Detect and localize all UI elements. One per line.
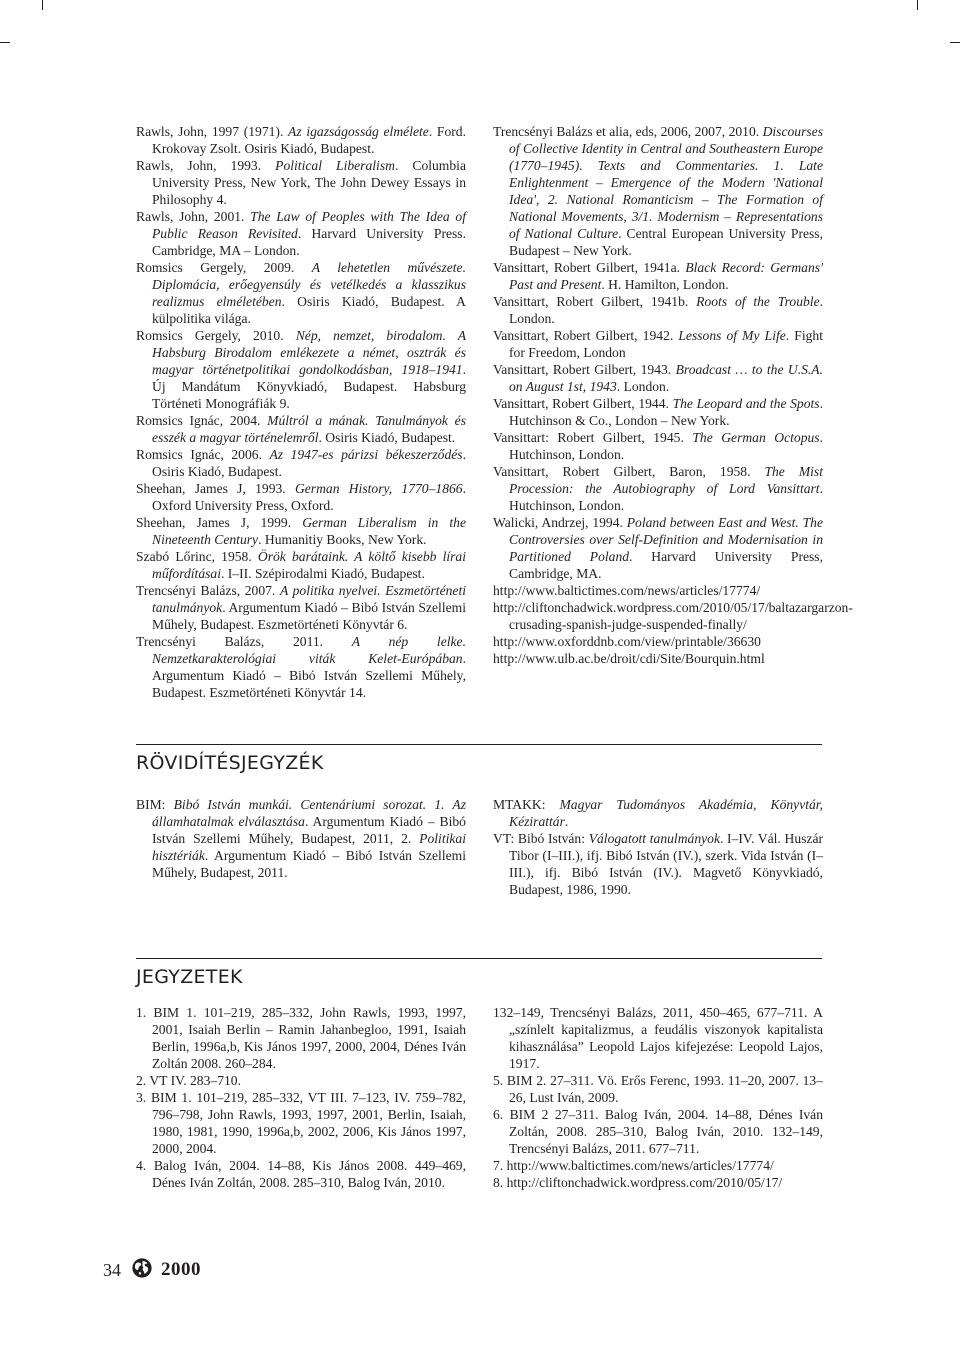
- entry-text: Trencsényi Balázs et alia, eds, 2006, 2007, 2010.: [493, 124, 763, 139]
- entry-title-text: Az igazságosság elmélete: [288, 124, 429, 139]
- entry-title-text: The German Octopus: [692, 430, 820, 445]
- note-entry: 7. http://www.baltictimes.com/news/articles/17774/: [493, 1158, 774, 1173]
- entry-title-text: German History, 1770–1866: [294, 481, 463, 496]
- entry-text: . Fight for Freedom, London: [509, 328, 823, 360]
- entry-title-text: Political Liberalism: [275, 158, 395, 173]
- abbreviations-left-column: [136, 796, 466, 881]
- page-footer: [103, 1256, 201, 1284]
- entry-text: Vansittart, Robert Gilbert, 1941a.: [493, 260, 686, 275]
- note-entry: 132–149, Trencsényi Balázs, 2011, 450–465, 677–711. A „színlelt kapitalizmus, a feudális viszonyok kapitalista kihasználása” Leopold Lajos kifejezése: Leopold Lajos, 1917.: [493, 1005, 823, 1071]
- entry-title-text: Poland between East and West. The Controversies over Self-Definition and Modernisation in Partitioned Poland: [509, 515, 823, 564]
- entry-title-text: The Mist Procession: the Autobiography of Lord Vansittart: [509, 464, 823, 496]
- url-link[interactable]: http://cliftonchadwick.wordpress.com/2010/05/17/baltazargarzon-crusading-spanish-judge-suspended-finally/: [493, 600, 853, 632]
- entry-text: Vansittart, Robert Gilbert, Baron, 1958.: [493, 464, 765, 479]
- reference-entry: [136, 514, 466, 548]
- reference-entry: [136, 123, 466, 157]
- entry-text: . London.: [509, 294, 824, 326]
- entry-text: Romsics Ignác, 2004.: [136, 413, 268, 428]
- entry-text: . Central European University Press, Budapest – New York.: [509, 226, 823, 258]
- reference-entry: [136, 480, 466, 514]
- entry-text: . I–IV. Vál. Huszár Tibor (I–III.), ifj. Bibó István (IV.), szerk. Vida István (I–III.), ifj. Bibó István (IV.). Magvető Könyvkiadó, Budapest, 1986, 1990.: [509, 831, 823, 897]
- reference-entry: [136, 446, 466, 480]
- magazine-title: 2000: [161, 1259, 201, 1280]
- entry-text: Vansittart, Robert Gilbert, 1944.: [493, 396, 673, 411]
- entry-title-text: Politikai hisztériák: [152, 831, 466, 863]
- entry-title-text: Múltról a mának. Tanulmányok és esszék a magyar történelemről: [152, 413, 466, 445]
- url-list: [493, 582, 853, 667]
- section-rule: [136, 744, 822, 745]
- entry-title-text: Magyar Tudományos Akadémia, Könyvtár, Kézirattár: [509, 797, 823, 829]
- reference-entry: [493, 293, 823, 327]
- reference-entry: [493, 514, 823, 582]
- reference-entry: [136, 582, 466, 633]
- entry-text: . Oxford University Press, Oxford.: [152, 481, 466, 513]
- entry-text: MTAKK:: [493, 797, 560, 812]
- reference-entry: [493, 327, 823, 361]
- entry-text: . Új Mandátum Könyvkiadó, Budapest. Habsburg Történeti Monográfiák 9.: [152, 362, 466, 411]
- reference-entry: [136, 633, 466, 701]
- entry-title-text: Black Record: Germans' Past and Present: [509, 260, 823, 292]
- note-entry: 4. Balog Iván, 2004. 14–88, Kis János 2008. 449–469, Dénes Iván Zoltán, 2008. 285–310, Balog Iván, 2010.: [136, 1158, 466, 1190]
- notes-right-column: [493, 1004, 823, 1191]
- entry-text: Romsics Ignác, 2006.: [136, 447, 270, 462]
- abbreviation-entry: [493, 830, 823, 898]
- url-link[interactable]: http://www.oxforddnb.com/view/printable/36630: [493, 634, 761, 649]
- entry-title-text: A lehetetlen művészete. Diplomácia, erőegyensúly és vetélkedés a klasszikus realizmus elméletében: [152, 260, 466, 309]
- entry-text: Trencsényi Balázs, 2007.: [136, 583, 280, 598]
- entry-title-text: Bibó István munkái. Centenáriumi sorozat. 1. Az államhatalmak elválasztása: [152, 797, 467, 829]
- note-entry: 6. BIM 2 27–311. Balog Iván, 2004. 14–88, Dénes Iván Zoltán, 2008. 285–310, Balog Iván, 2010. 132–149, Trencsényi Balázs, 2011. 677–711.: [493, 1107, 823, 1156]
- reference-entry: [493, 259, 823, 293]
- entry-text: Trencsényi Balázs, 2011.: [136, 634, 352, 649]
- entry-text: .: [564, 814, 569, 829]
- entry-text: . Argumentum Kiadó – Bibó István Szellemi Műhely, Budapest. Eszmetörténeti Könyvtár 6.: [152, 600, 466, 632]
- entry-text: Szabó Lőrinc, 1958.: [136, 549, 258, 564]
- entry-text: Rawls, John, 2001.: [136, 209, 251, 224]
- abbreviation-entry: [136, 796, 466, 881]
- entry-title-text: Discourses of Collective Identity in Central and Southeastern Europe (1770–1945). Texts and Commentaries. 1. Late Enlightenment – Emergence of the Modern 'National Idea', 2. National Romanticism – The Formation of National Movements, 3/1. Modernism – Representations of National Culture: [509, 124, 823, 241]
- entry-text: Vansittart, Robert Gilbert, 1941b.: [493, 294, 697, 309]
- entry-text: . Ford. Krokovay Zsolt. Osiris Kiadó, Budapest.: [152, 124, 466, 156]
- reference-entry: [136, 157, 466, 208]
- reference-entry: [493, 395, 823, 429]
- entry-text: . Hutchinson, London.: [509, 430, 823, 462]
- entry-text: Vansittart, Robert Gilbert, 1942.: [493, 328, 679, 343]
- entry-title-text: A politika nyelvei. Eszmetörténeti tanulmányok: [152, 583, 466, 615]
- entry-text: BIM:: [136, 797, 174, 812]
- page-number: 34: [103, 1259, 121, 1280]
- entry-text: Rawls, John, 1997 (1971).: [136, 124, 289, 139]
- reference-entry: [136, 327, 466, 412]
- entry-text: Sheehan, James J, 1993.: [136, 481, 295, 496]
- entry-text: . Osiris Kiadó, Budapest.: [318, 430, 456, 445]
- notes-heading: JEGYZETEK: [136, 966, 243, 988]
- entry-text: Romsics Gergely, 2010.: [136, 328, 296, 343]
- globe-icon: [131, 1257, 161, 1284]
- note-entry: 3. BIM 1. 101–219, 285–332, VT III. 7–123, IV. 759–782, 796–798, John Rawls, 1993, 1997, 2001, Berlin, Isaiah, 1980, 1981, 1990, 1996a,b, 2002, 2006, Kis János 1997, 2000, 2004.: [136, 1090, 466, 1156]
- entry-text: Romsics Gergely, 2009.: [136, 260, 312, 275]
- entry-text: . Harvard University Press, Cambridge, MA.: [509, 549, 823, 581]
- note-entry: 2. VT IV. 283–710.: [136, 1073, 241, 1088]
- entry-title-text: The Law of Peoples with The Idea of Public Reason Revisited: [152, 209, 467, 241]
- entry-title-text: A nép lelke. Nemzetkarakterológiai viták Kelet-Európában: [152, 634, 466, 666]
- abbreviations-right-column: [493, 796, 823, 898]
- note-entry: 5. BIM 2. 27–311. Vö. Erős Ferenc, 1993. 11–20, 2007. 13–26, Lust Iván, 2009.: [493, 1073, 823, 1105]
- entry-text: . I–II. Szépirodalmi Kiadó, Budapest.: [220, 566, 425, 581]
- references-right-list: [493, 123, 823, 582]
- reference-entry: [136, 548, 466, 582]
- section-rule: [136, 958, 822, 959]
- reference-entry: [493, 123, 823, 259]
- references-left-column: [136, 123, 466, 701]
- reference-entry: [136, 208, 466, 259]
- entry-title-text: Roots of the Trouble: [696, 294, 820, 309]
- entry-title-text: Válogatott tanulmányok: [588, 831, 720, 846]
- reference-entry: [136, 259, 466, 327]
- references-right-column: [493, 123, 853, 667]
- entry-text: Sheehan, James J, 1999.: [136, 515, 303, 530]
- entry-text: . Hutchinson & Co., London – New York.: [509, 396, 823, 428]
- entry-text: Walicki, Andrzej, 1994.: [493, 515, 627, 530]
- entry-text: Vansittart, Robert Gilbert, 1943.: [493, 362, 676, 377]
- reference-entry: [136, 412, 466, 446]
- reference-entry: [493, 463, 823, 514]
- crop-mark: [917, 0, 918, 10]
- entry-title-text: Az 1947-es párizsi békeszerződés: [269, 447, 463, 462]
- entry-text: . Osiris Kiadó, Budapest. A külpolitika világa.: [152, 294, 466, 326]
- entry-title-text: German Liberalism in the Nineteenth Century: [152, 515, 467, 547]
- entry-text: . H. Hamilton, London.: [601, 277, 729, 292]
- entry-text: . Osiris Kiadó, Budapest.: [152, 447, 466, 479]
- entry-title-text: The Leopard and the Spots: [672, 396, 820, 411]
- reference-entry: [493, 361, 823, 395]
- crop-mark: [0, 42, 10, 43]
- url-link[interactable]: http://www.ulb.ac.be/droit/cdi/Site/Bourquin.html: [493, 651, 765, 666]
- entry-text: . Argumentum Kiadó – Bibó István Szellemi Műhely, Budapest. Eszmetörténeti Könyvtár 14.: [152, 651, 466, 700]
- entry-title-text: Broadcast … to the U.S.A. on August 1st, 1943: [509, 362, 823, 394]
- entry-text: . Hutchinson, London.: [509, 481, 823, 513]
- notes-left-column: [136, 1004, 466, 1191]
- entry-text: . Columbia University Press, New York, The John Dewey Essays in Philosophy 4.: [152, 158, 466, 207]
- entry-text: Vansittart: Robert Gilbert, 1945.: [493, 430, 693, 445]
- note-entry: 8. http://cliftonchadwick.wordpress.com/2010/05/17/: [493, 1175, 783, 1190]
- entry-title-text: Örök barátaink. A költő kisebb lírai műfordításai: [152, 549, 467, 581]
- abbreviations-heading: RÖVIDÍTÉSJEGYZÉK: [136, 752, 324, 774]
- crop-mark: [950, 42, 960, 43]
- entry-text: . Argumentum Kiadó – Bibó István Szellemi Műhely, Budapest, 2011, 2.: [152, 814, 466, 846]
- crop-mark: [42, 0, 43, 10]
- reference-entry: [493, 429, 823, 463]
- url-link[interactable]: http://www.baltictimes.com/news/articles/17774/: [493, 583, 761, 598]
- entry-title-text: Nép, nemzet, birodalom. A Habsburg Birodalom emlékezete a német, osztrák és magyar történetpolitikai gondolkodásban, 1918–1941: [152, 328, 466, 377]
- entry-text: VT: Bibó István:: [493, 831, 589, 846]
- entry-title-text: Lessons of My Life: [678, 328, 786, 343]
- entry-text: . London.: [616, 379, 670, 394]
- note-entry: 1. BIM 1. 101–219, 285–332, John Rawls, 1993, 1997, 2001, Isaiah Berlin – Ramin Jahanbegloo, 1991, Isaiah Berlin, 1996a,b, Kis János 1997, 2000, 2004, Dénes Iván Zoltán 2008. 260–284.: [136, 1005, 466, 1071]
- entry-text: . Argumentum Kiadó – Bibó István Szellemi Műhely, Budapest, 2011.: [152, 848, 466, 880]
- entry-text: Rawls, John, 1993.: [136, 158, 276, 173]
- abbreviation-entry: [493, 796, 823, 830]
- entry-text: . Humanitiy Books, New York.: [258, 532, 427, 547]
- entry-text: . Harvard University Press. Cambridge, MA – London.: [152, 226, 466, 258]
